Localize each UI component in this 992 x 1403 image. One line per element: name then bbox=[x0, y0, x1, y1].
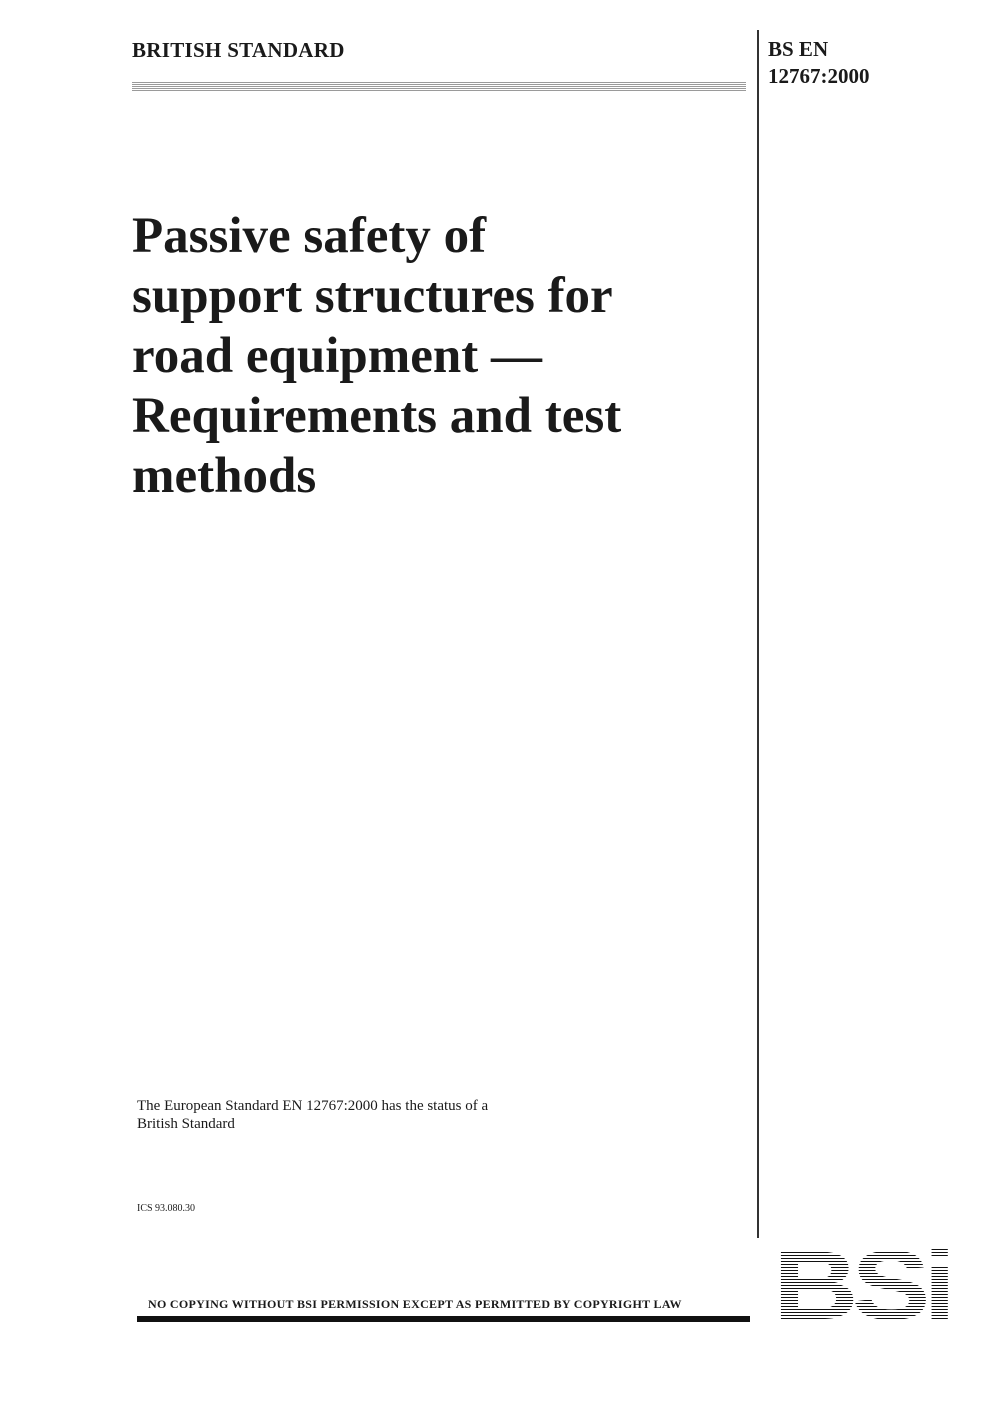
document-number-prefix: BS EN bbox=[768, 37, 829, 61]
document-title bbox=[132, 206, 732, 506]
status-line: British Standard bbox=[137, 1116, 235, 1132]
status-line: The European Standard EN 12767:2000 has the status of a bbox=[137, 1098, 489, 1114]
vertical-divider bbox=[757, 30, 759, 1238]
bsi-logo-stripes bbox=[773, 1241, 949, 1323]
ics-code: ICS 93.080.30 bbox=[137, 1203, 196, 1214]
bsi-logo bbox=[773, 1241, 949, 1323]
copyright-notice: NO COPYING WITHOUT BSI PERMISSION EXCEPT AS PERMITTED BY COPYRIGHT LAW bbox=[148, 1297, 682, 1311]
standard-type-label: BRITISH STANDARD bbox=[132, 38, 345, 62]
document-number bbox=[768, 36, 870, 90]
title-line: road equipment — bbox=[132, 328, 542, 384]
title-line: support structures for bbox=[132, 268, 613, 324]
header-rule bbox=[132, 82, 746, 91]
status-statement bbox=[137, 1097, 488, 1133]
document-number-code: 12767:2000 bbox=[768, 64, 870, 88]
title-line: Passive safety of bbox=[132, 208, 487, 264]
footer-rule bbox=[137, 1316, 750, 1322]
title-line: Requirements and test bbox=[132, 388, 622, 444]
title-line: methods bbox=[132, 448, 317, 504]
